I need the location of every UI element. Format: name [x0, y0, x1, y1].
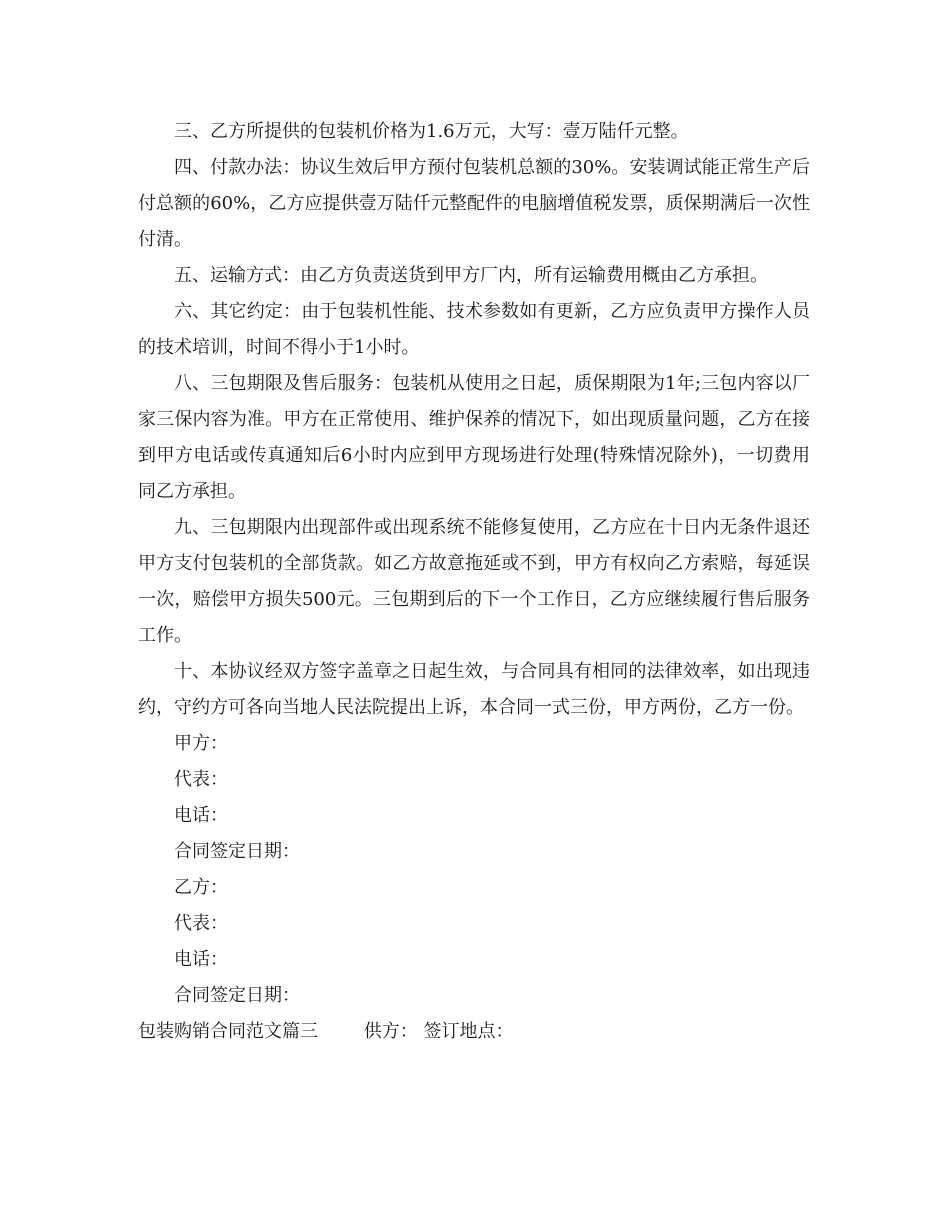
- party-a-rep-label: 代表：: [174, 769, 228, 790]
- clause-3: 三、乙方所提供的包装机价格为1.6万元，大写：壹万陆仟元整。: [174, 121, 689, 142]
- next-contract-heading-line: [138, 1014, 810, 1050]
- supplier-label: 供方：: [363, 1021, 418, 1042]
- clause-5: 五、运输方式：由乙方负责送货到甲方厂内，所有运输费用概由乙方承担。: [174, 265, 768, 286]
- next-contract-title: 包装购销合同范文篇三: [138, 1021, 318, 1042]
- clause-10: 十、本协议经双方签字盖章之日起生效，与合同具有相同的法律效率，如出现违约，守约方可各向当地人民法院提出上诉，本合同一式三份，甲方两份，乙方一份。: [138, 661, 810, 718]
- party-a-block: [138, 726, 810, 870]
- party-b-block: [138, 870, 810, 1014]
- party-b-phone-label: 电话：: [174, 949, 228, 970]
- party-a-name-label: 甲方：: [174, 733, 228, 754]
- signing-place-label: 签订地点：: [423, 1021, 514, 1042]
- party-a-phone-label: 电话：: [174, 805, 228, 826]
- party-b-rep-label: 代表：: [174, 913, 228, 934]
- party-b-date-label: 合同签定日期：: [174, 985, 300, 1006]
- clause-4: 四、付款办法：协议生效后甲方预付包装机总额的30%。安装调试能正常生产后付总额的60%，乙方应提供壹万陆仟元整配件的电脑增值税发票，质保期满后一次性付清。: [138, 157, 810, 250]
- party-a-date-label: 合同签定日期：: [174, 841, 300, 862]
- clause-9: 九、三包期限内出现部件或出现系统不能修复使用，乙方应在十日内无条件退还甲方支付包装机的全部货款。如乙方故意拖延或不到，甲方有权向乙方索赔，每延误一次，赔偿甲方损失500元。三包期到后的下一个工作日，乙方应继续履行售后服务工作。: [138, 517, 810, 646]
- party-b-name-label: 乙方：: [174, 877, 228, 898]
- clause-8: 八、三包期限及售后服务：包装机从使用之日起，质保期限为1年;三包内容以厂家三保内容为准。甲方在正常使用、维护保养的情况下，如出现质量问题，乙方在接到甲方电话或传真通知后6小时内应到甲方现场进行处理(特殊情况除外)，一切费用同乙方承担。: [138, 373, 810, 502]
- clause-6: 六、其它约定：由于包装机性能、技术参数如有更新，乙方应负责甲方操作人员的技术培训，时间不得小于1小时。: [138, 301, 810, 358]
- contract-page: [138, 114, 810, 1050]
